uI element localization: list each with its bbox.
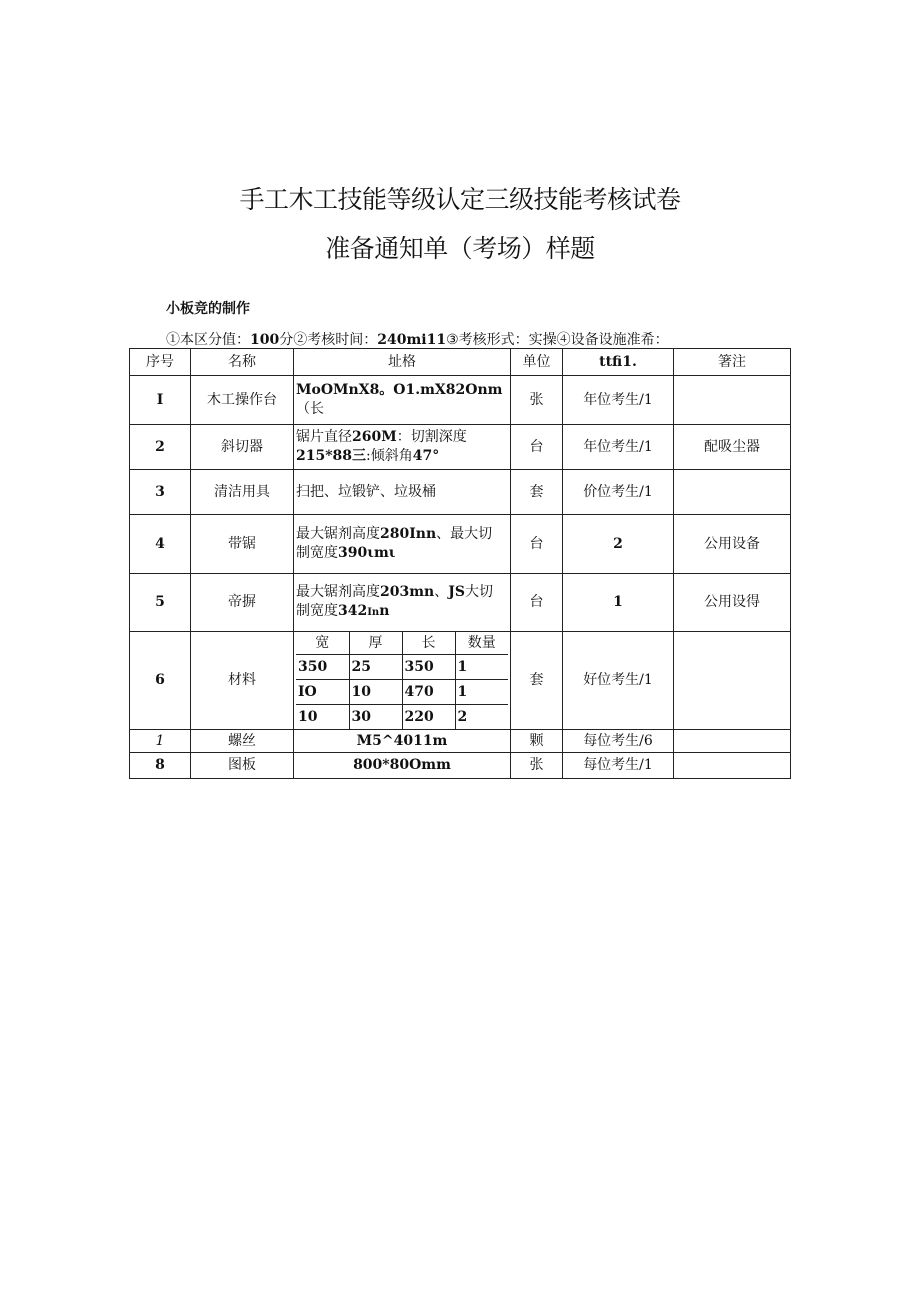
row-quantity: 好位考生/1: [563, 632, 674, 730]
spec-text: MoOMnX8。O1.mX82Onm: [296, 382, 503, 398]
row-note: [674, 730, 791, 753]
row-note: [674, 470, 791, 515]
table-header-row: [130, 349, 791, 376]
materials-row: [296, 680, 508, 705]
materials-row: [296, 705, 508, 730]
spec-text: （长: [296, 401, 324, 417]
row-unit: 套: [511, 632, 563, 730]
spec-text: 47°: [412, 448, 440, 464]
row-name: 木工操作台: [191, 376, 294, 425]
row-quantity: 年位考生/1: [563, 376, 674, 425]
row-note: 配吸尘器: [674, 425, 791, 470]
spec-text: 260M: [352, 429, 397, 445]
spec-text: 280Inn: [380, 526, 437, 542]
row-quantity: 年位考生/1: [563, 425, 674, 470]
materials-header: 厚: [349, 632, 402, 655]
row-name: 帝摒: [191, 574, 294, 632]
row-spec: [294, 425, 511, 470]
row-unit: 套: [511, 470, 563, 515]
row-unit: 台: [511, 425, 563, 470]
materials-cell: [294, 632, 511, 730]
equipment-table: [129, 348, 791, 779]
info-part2: 分②考核时间：: [279, 332, 378, 348]
row-spec: M5^4011m: [294, 730, 511, 753]
table-row: [130, 470, 791, 515]
materials-header-row: [296, 632, 508, 655]
row-unit: 颗: [511, 730, 563, 753]
spec-text: 最大锯剂高度: [296, 526, 380, 542]
row-name: 螺丝: [191, 730, 294, 753]
row-name: 清洁用具: [191, 470, 294, 515]
materials-header: 数量: [455, 632, 508, 655]
spec-text: n: [379, 603, 390, 619]
spec-text: JS: [448, 584, 465, 600]
spec-text: In: [367, 607, 380, 618]
spec-text: 、最大切: [436, 526, 493, 542]
document-subtitle: 准备通知单（考场）样题: [325, 234, 595, 263]
header-cell: ttfi1.: [563, 349, 674, 376]
row-number: 2: [130, 425, 191, 470]
spec-text: 203mn: [380, 584, 435, 600]
materials-value: 1: [455, 655, 508, 680]
header-cell: 名称: [191, 349, 294, 376]
row-number: 3: [130, 470, 191, 515]
spec-text: :倾斜角: [366, 448, 413, 464]
row-name: 带锯: [191, 515, 294, 574]
row-number: 1: [130, 730, 191, 753]
header-cell: 箸注: [674, 349, 791, 376]
materials-value: 350: [296, 655, 349, 680]
spec-text: 215*88三: [296, 448, 367, 464]
info-time: 240mi11: [377, 332, 447, 348]
exam-info-line: [166, 329, 669, 349]
materials-value: 470: [402, 680, 455, 705]
info-score: 100: [250, 332, 280, 348]
row-number: 6: [130, 632, 191, 730]
spec-text: 锯片直径: [296, 429, 352, 445]
header-cell: 址格: [294, 349, 511, 376]
row-name: 材料: [191, 632, 294, 730]
spec-text: 最大锯剂高度: [296, 584, 380, 600]
row-number: 8: [130, 753, 191, 779]
spec-text: 、: [434, 584, 449, 600]
row-note: 公用设备: [674, 515, 791, 574]
row-quantity: 价位考生/1: [563, 470, 674, 515]
row-number: 4: [130, 515, 191, 574]
row-spec: [294, 376, 511, 425]
materials-value: 10: [296, 705, 349, 730]
spec-text: 390ιmι: [338, 545, 396, 561]
materials-value: 350: [402, 655, 455, 680]
materials-value: 25: [349, 655, 402, 680]
header-cell: 单位: [511, 349, 563, 376]
materials-value: 220: [402, 705, 455, 730]
table-row: [130, 753, 791, 779]
row-quantity: 2: [563, 515, 674, 574]
row-note: [674, 753, 791, 779]
spec-text: 大切: [464, 584, 493, 600]
materials-table: [296, 632, 508, 729]
header-cell: 序号: [130, 349, 191, 376]
row-spec: 800*80Omm: [294, 753, 511, 779]
row-spec: [294, 574, 511, 632]
row-note: 公用设得: [674, 574, 791, 632]
table-row: [130, 515, 791, 574]
row-spec: 扫把、垃锻铲、垃圾桶: [294, 470, 511, 515]
row-spec: [294, 515, 511, 574]
spec-text: 制宽度: [296, 545, 338, 561]
row-name: 斜切器: [191, 425, 294, 470]
row-note: [674, 632, 791, 730]
document-title: 手工木工技能等级认定三级技能考核试卷: [239, 185, 681, 214]
info-part1: ①本区分值：: [166, 332, 250, 348]
materials-value: IO: [296, 680, 349, 705]
materials-value: 30: [349, 705, 402, 730]
materials-value: 2: [455, 705, 508, 730]
section-heading: 小板竞的制作: [166, 301, 250, 317]
row-quantity: 1: [563, 574, 674, 632]
materials-header: 长: [402, 632, 455, 655]
table-row: [130, 574, 791, 632]
row-unit: 台: [511, 515, 563, 574]
row-quantity: 每位考生/6: [563, 730, 674, 753]
row-quantity: 每位考生/1: [563, 753, 674, 779]
row-unit: 张: [511, 376, 563, 425]
materials-value: 10: [349, 680, 402, 705]
row-unit: 张: [511, 753, 563, 779]
table-row: [130, 425, 791, 470]
spec-text: 342: [338, 603, 368, 619]
table-row: [130, 376, 791, 425]
row-number: 5: [130, 574, 191, 632]
row-unit: 台: [511, 574, 563, 632]
row-note: [674, 376, 791, 425]
row-number: I: [130, 376, 191, 425]
spec-text: 制宽度: [296, 603, 338, 619]
materials-value: 1: [455, 680, 508, 705]
spec-text: ：切割深度: [396, 429, 467, 445]
info-part3: ③考核形式：实操④设备设施准希：: [446, 332, 669, 348]
row-name: 图板: [191, 753, 294, 779]
table-row: [130, 632, 791, 730]
materials-header: 宽: [296, 632, 349, 655]
table-row: [130, 730, 791, 753]
materials-row: [296, 655, 508, 680]
